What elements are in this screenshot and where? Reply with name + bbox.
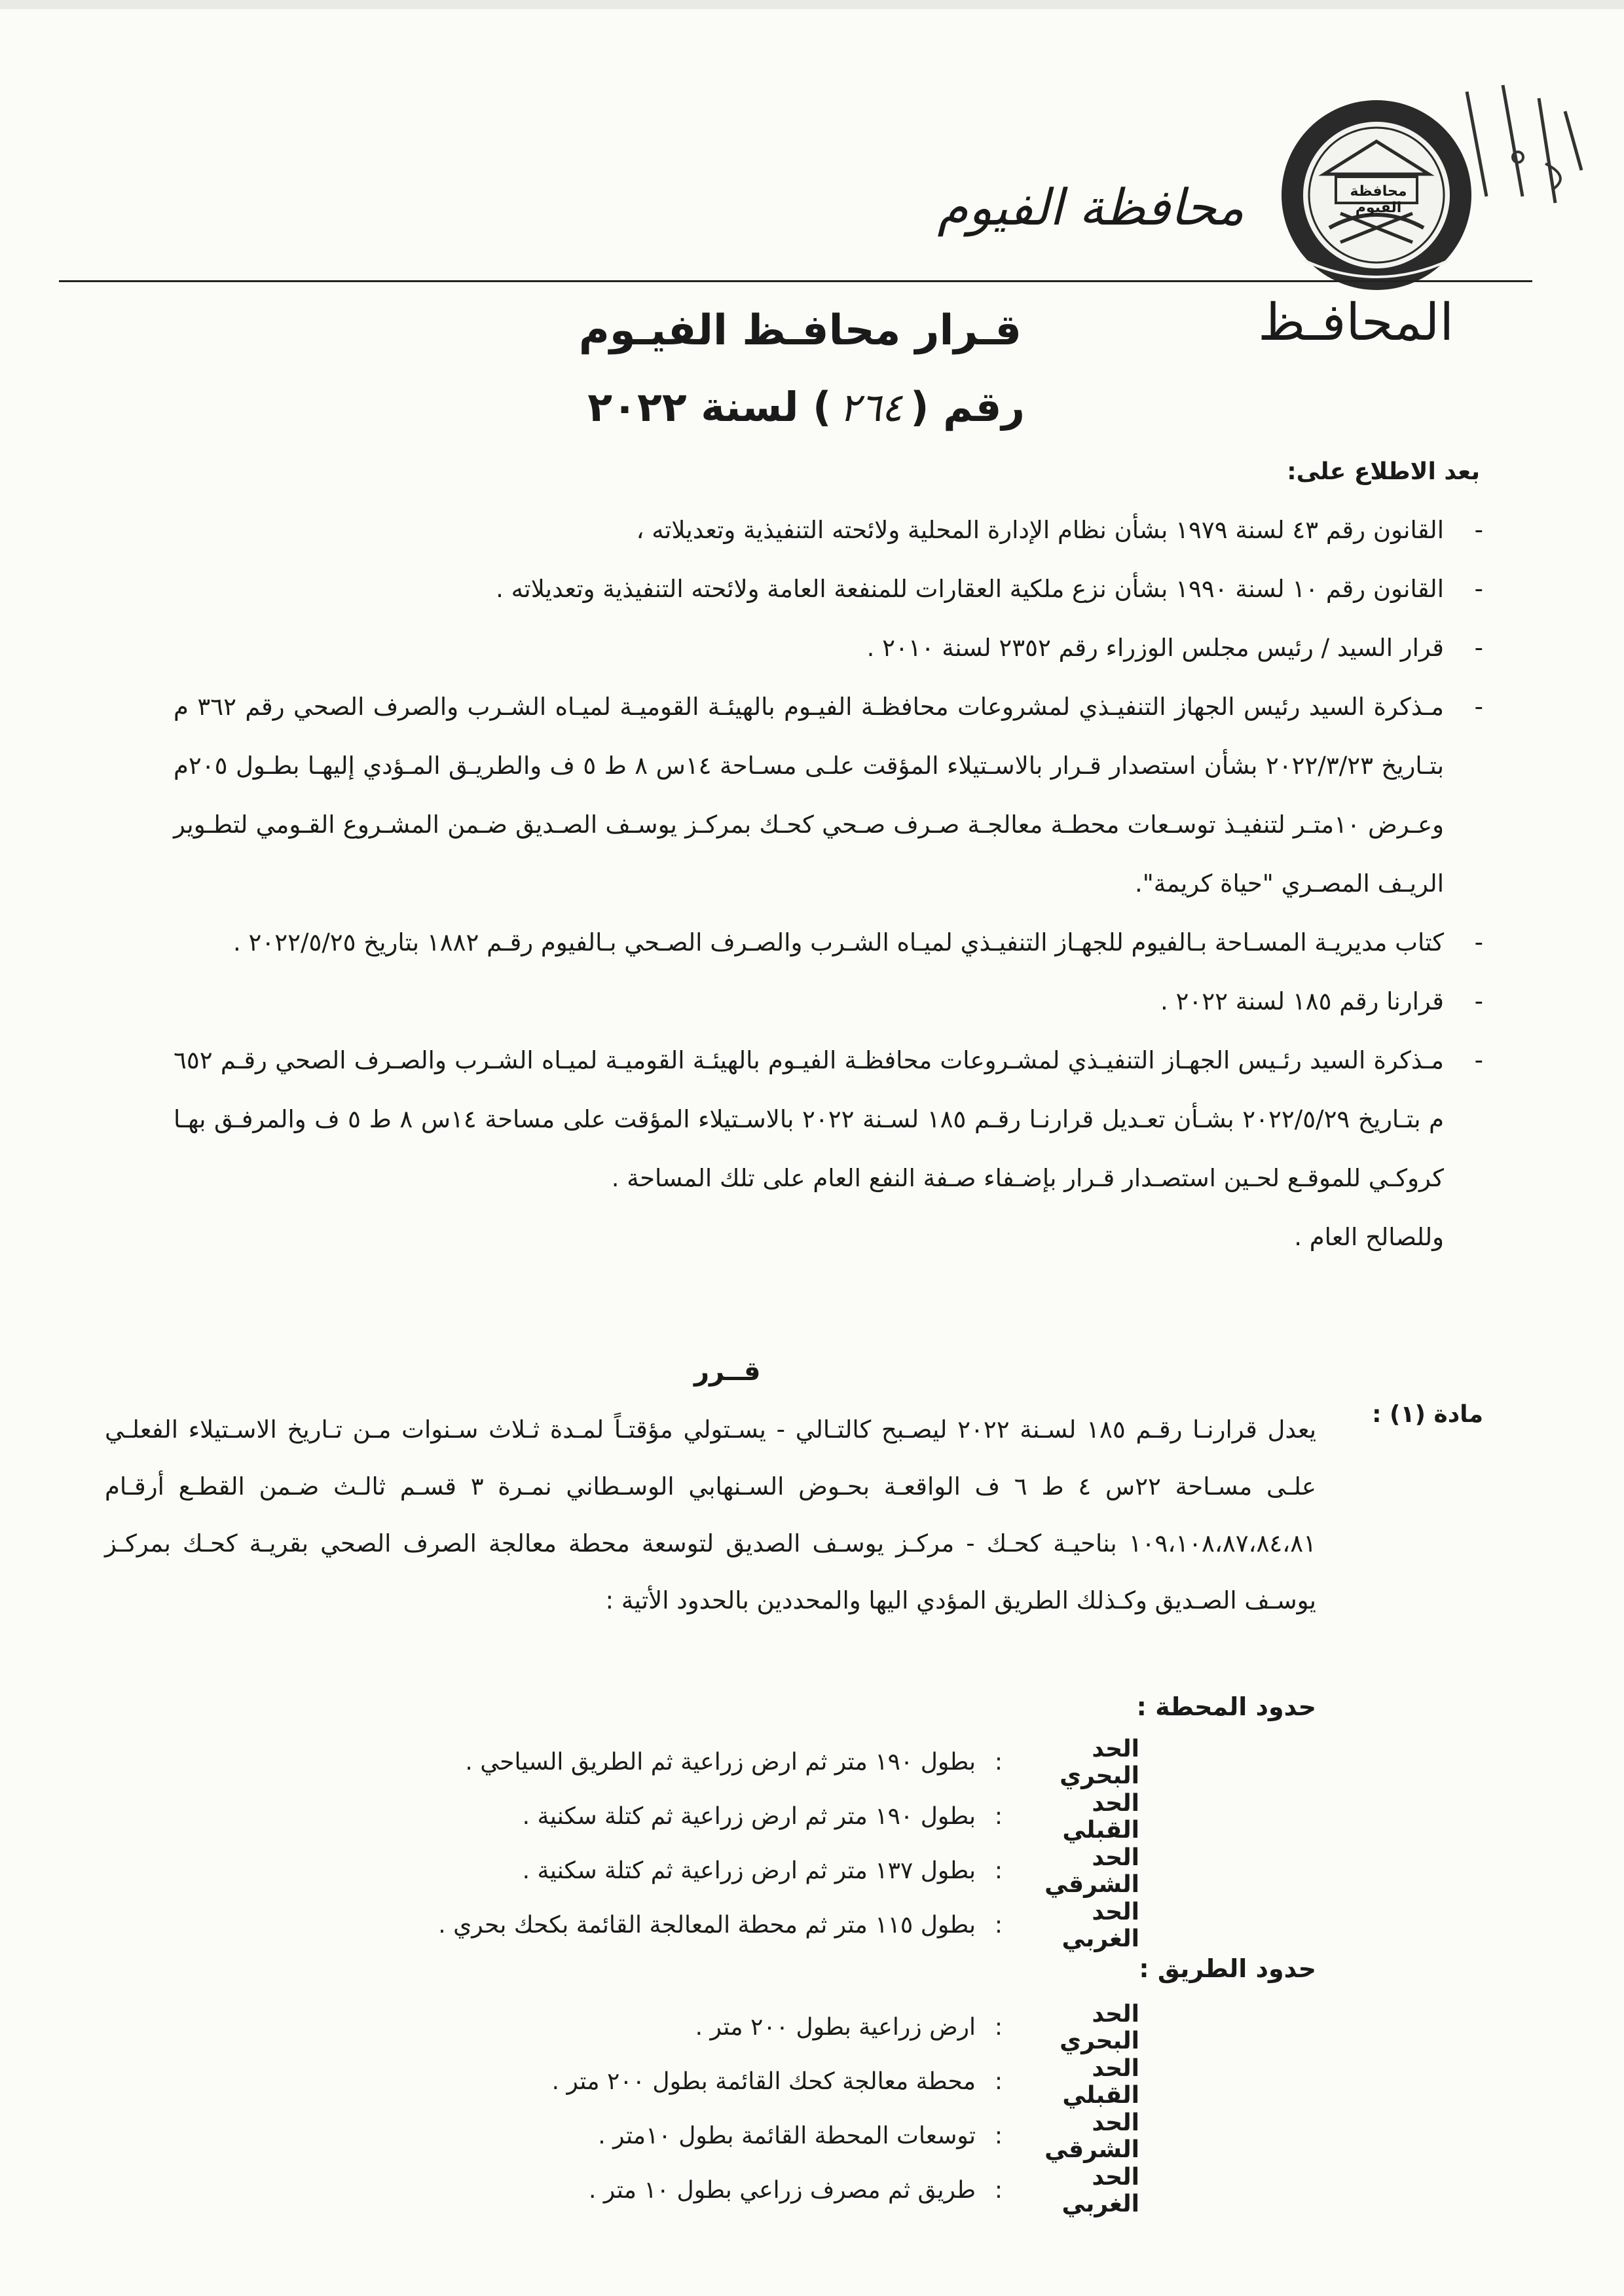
- decree-number: [587, 383, 1025, 431]
- bound-row: الحد القبلي : بطول ١٩٠ متر ثم ارض زراعية ثم كتلة سكنية .: [522, 1789, 1139, 1844]
- decree-number-prefix: رقم (: [910, 383, 1025, 431]
- road-bounds-heading: حدود الطريق :: [1139, 1954, 1316, 1983]
- recitals-list: [174, 501, 1483, 1208]
- recital-item: - قرارنا رقم ١٨٥ لسنة ٢٠٢٢ .: [1160, 987, 1483, 1015]
- recitals-block: [174, 501, 1483, 1267]
- recital-item: - كتاب مديريـة المسـاحة بـالفيوم للجهـاز التنفيـذي لميـاه الشـرب والصـرف الصـحي بـالفيوم رقـم ١٨٨٢ بتاريخ ٢٠٢٢/٥/٢٥ .: [232, 928, 1483, 957]
- bound-row: الحد الغربي : بطول ١١٥ متر ثم محطة المعالجة القائمة بكحك بحري .: [438, 1898, 1139, 1952]
- road-bounds-table: [124, 2000, 1139, 2217]
- handwritten-mark-icon: [1441, 72, 1591, 216]
- decision-heading: قــرر: [694, 1357, 761, 1387]
- recital-item: - مـذكرة السيد رئـيس الجهـاز التنفيـذي لمشـروعات محافظـة الفيـوم بالهيئـة القوميـة لميـاه الشـرب والصـرف الصحي رقـم ٦٥٢ م بتـاريخ ٢٠٢٢/٥/٢٩ بشـأن تعـديل قرارنـا رقـم ١٨٥ لسـنة ٢٠٢٢ بالاسـتيلاء المؤقت على مساحة ١٤س ٨ ط ٥ ف والمرفـق بهـا كروكـي للموقـع لحـين استصـدار قـرار بإضـفاء صـفة النفع العام على تلك المساحة .: [174, 1046, 1483, 1192]
- governorate-name: محافظة الفيوم: [937, 178, 1244, 236]
- recital-item: - القانون رقم ٤٣ لسنة ١٩٧٩ بشأن نظام الإدارة المحلية ولائحته التنفيذية وتعديلاته ،: [636, 516, 1483, 544]
- article-text: يعدل قرارنـا رقـم ١٨٥ لسـنة ٢٠٢٢ ليصـبح كالتـالي - يسـتولي مؤقتـاً لمـدة ثـلاث سـنوات مـن تـاريخ الاسـتيلاء الفعلـي علـى مسـاحة ٢٢س ٤ ط ٦ ف الواقعـة بحـوض السـنهابي الوسـطاني نمـرة ٣ قسـم ثالـث ضـمن القطـع أرقـام ١٠٩،١٠٨،٨٧،٨٤،٨١ بناحيـة كحـك - مركـز يوسـف الصديق لتوسعة محطة معالجة الصرف الصحي بقريـة كحـك بمركـز يوسـف الصـديق وكـذلك الطريق المؤدي اليها والمحددين بالحدود الأتية :: [105, 1415, 1316, 1614]
- bound-row: الحد الشرقي : بطول ١٣٧ متر ثم ارض زراعية ثم كتلة سكنية .: [522, 1844, 1139, 1898]
- seal-text: محافظة الفيوم: [1350, 183, 1407, 216]
- decree-title: قـرار محافـظ الفيـوم: [578, 306, 1022, 355]
- recital-item: - مـذكرة السيد رئيس الجهاز التنفيـذي لمشروعات محافظـة الفيـوم بالهيئـة القوميـة لميـاه الشـرب والصرف الصحي رقم ٣٦٢ م بتـاريخ ٢٠٢٢/٣/٢٣ بشأن استصدار قـرار بالاسـتيلاء المؤقت علـى مسـاحة ١٤س ٨ ط ٥ ف والطريـق المـؤدي إليهـا بطـول ٢٠٥م وعـرض ١٠متـر لتنفيـذ توسـعات محطـة معالجـة صـرف صـحي كحـك بمركـز يوسـف الصـديق ضـمن المشـروع القـومي لتطـوير الريـف المصـري "حياة كريمة".: [174, 693, 1483, 898]
- station-bounds-table: [124, 1735, 1139, 1952]
- recital-item: - قرار السيد / رئيس مجلس الوزراء رقم ٢٣٥٢ لسنة ٢٠١٠ .: [866, 634, 1483, 662]
- article-label: مادة (١) :: [1372, 1401, 1483, 1428]
- recitals-closing: وللصالح العام .: [1294, 1223, 1444, 1251]
- bound-row: الحد الغربي : طريق ثم مصرف زراعي بطول ١٠ متر .: [588, 2163, 1139, 2217]
- bound-row: الحد البحري : ارض زراعية بطول ٢٠٠ متر .: [695, 2000, 1139, 2054]
- header-divider: [59, 280, 1532, 282]
- scan-edge: [0, 0, 1624, 9]
- governor-label: المحافـظ: [1258, 293, 1454, 352]
- decree-number-suffix: ) لسنة ٢٠٢٢: [587, 383, 832, 431]
- bound-row: الحد القبلي : محطة معالجة كحك القائمة بطول ٢٠٠ متر .: [551, 2054, 1139, 2109]
- decree-number-handwritten: ٢٦٤: [839, 385, 903, 431]
- bound-row: الحد الشرقي : توسعات المحطة القائمة بطول ١٠متر .: [598, 2109, 1139, 2163]
- recitals-heading: بعد الاطلاع على:: [1287, 458, 1480, 485]
- bound-row: الحد البحري : بطول ١٩٠ متر ثم ارض زراعية ثم الطريق السياحي .: [465, 1735, 1139, 1789]
- recital-item: - القانون رقم ١٠ لسنة ١٩٩٠ بشأن نزع ملكية العقارات للمنفعة العامة ولائحته التنفيذية وتعديلاته .: [496, 575, 1483, 603]
- station-bounds-heading: حدود المحطة :: [1136, 1692, 1316, 1721]
